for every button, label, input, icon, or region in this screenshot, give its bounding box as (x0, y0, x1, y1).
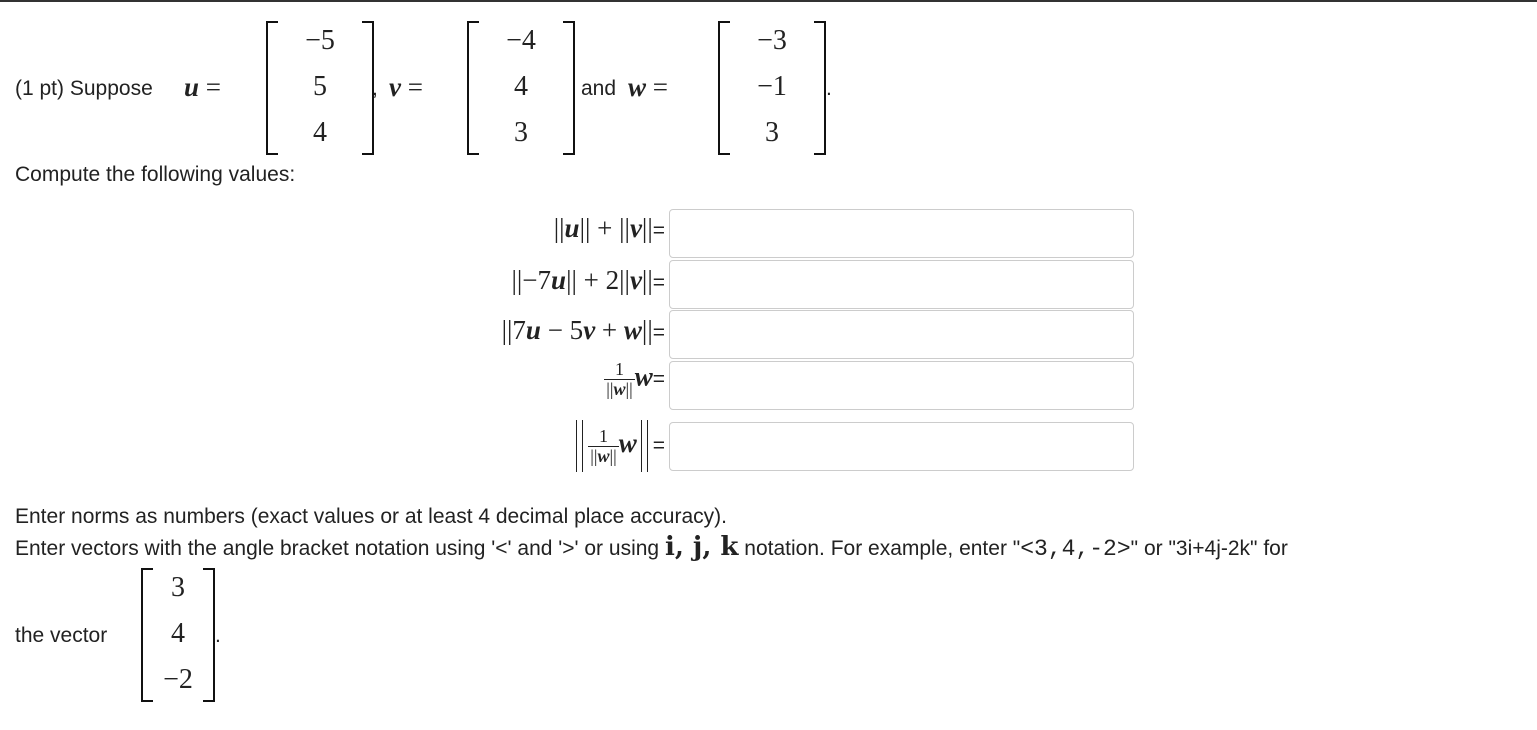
v-entry-2: 4 (514, 71, 528, 102)
u-label: u = (184, 72, 222, 102)
lhs-norm-combination: ||7u − 5v + w||= (501, 315, 665, 345)
lhs-scaled-norms: ||−7u|| + 2||v||= (511, 265, 665, 295)
period: . (826, 77, 832, 100)
w-entry-3: 3 (765, 117, 779, 148)
lhs-sum-of-norms: ||u|| + ||v||= (553, 213, 665, 243)
u-entry-1: −5 (305, 25, 335, 56)
example-entry-3: −2 (163, 664, 193, 695)
v-entry-3: 3 (514, 117, 528, 148)
norms-instructions: Enter norms as numbers (exact values or at least 4 decimal place accuracy). (15, 505, 727, 528)
answer-input-norm-unit-vector-w[interactable] (669, 422, 1134, 471)
answer-input-sum-of-norms[interactable] (669, 209, 1134, 258)
equations-column (400, 205, 665, 480)
example-period: . (215, 624, 221, 647)
top-border (0, 0, 1537, 2)
vector-u-matrix (266, 21, 374, 155)
u-entry-3: 4 (313, 117, 327, 148)
example-entry-2: 4 (171, 618, 185, 649)
ijk-notation: i, j, k (664, 532, 739, 562)
example-entry-1: 3 (171, 572, 185, 603)
vector-instructions-part-1: Enter vectors with the angle bracket notation using '<' and '>' or using (15, 537, 660, 560)
lhs-norm-unit-vector-w: $\frac{1}{||w||}$ w = (576, 420, 665, 472)
vector-v-matrix (467, 21, 575, 155)
vector-instructions-part-3: " or "3i+4j-2k" for (1130, 537, 1288, 560)
u-entry-2: 5 (313, 71, 327, 102)
compute-instructions: Compute the following values: (15, 163, 296, 186)
v-entry-1: −4 (506, 25, 536, 56)
example-vector-matrix (141, 568, 215, 702)
problem-points: (1 pt) Suppose (15, 77, 153, 100)
v-label: v = (389, 72, 423, 102)
w-label: w = (628, 72, 668, 102)
w-entry-2: −1 (757, 71, 787, 102)
vector-w-matrix (718, 21, 826, 155)
comma-separator: , (372, 77, 378, 100)
example-bracket-notation: <3,4,-2> (1020, 536, 1131, 562)
answer-input-norm-combination[interactable] (669, 310, 1134, 359)
answer-input-scaled-norms[interactable] (669, 260, 1134, 309)
vector-instructions-part-2: notation. For example, enter " (744, 537, 1021, 560)
and-text: and (581, 77, 617, 100)
vector-example-label: the vector (15, 624, 108, 647)
lhs-unit-vector-w: $\frac{1}{||w||}$ w= (606, 359, 665, 399)
answer-input-unit-vector-w[interactable] (669, 361, 1134, 410)
vector-instructions (15, 532, 1288, 562)
w-entry-1: −3 (757, 25, 787, 56)
